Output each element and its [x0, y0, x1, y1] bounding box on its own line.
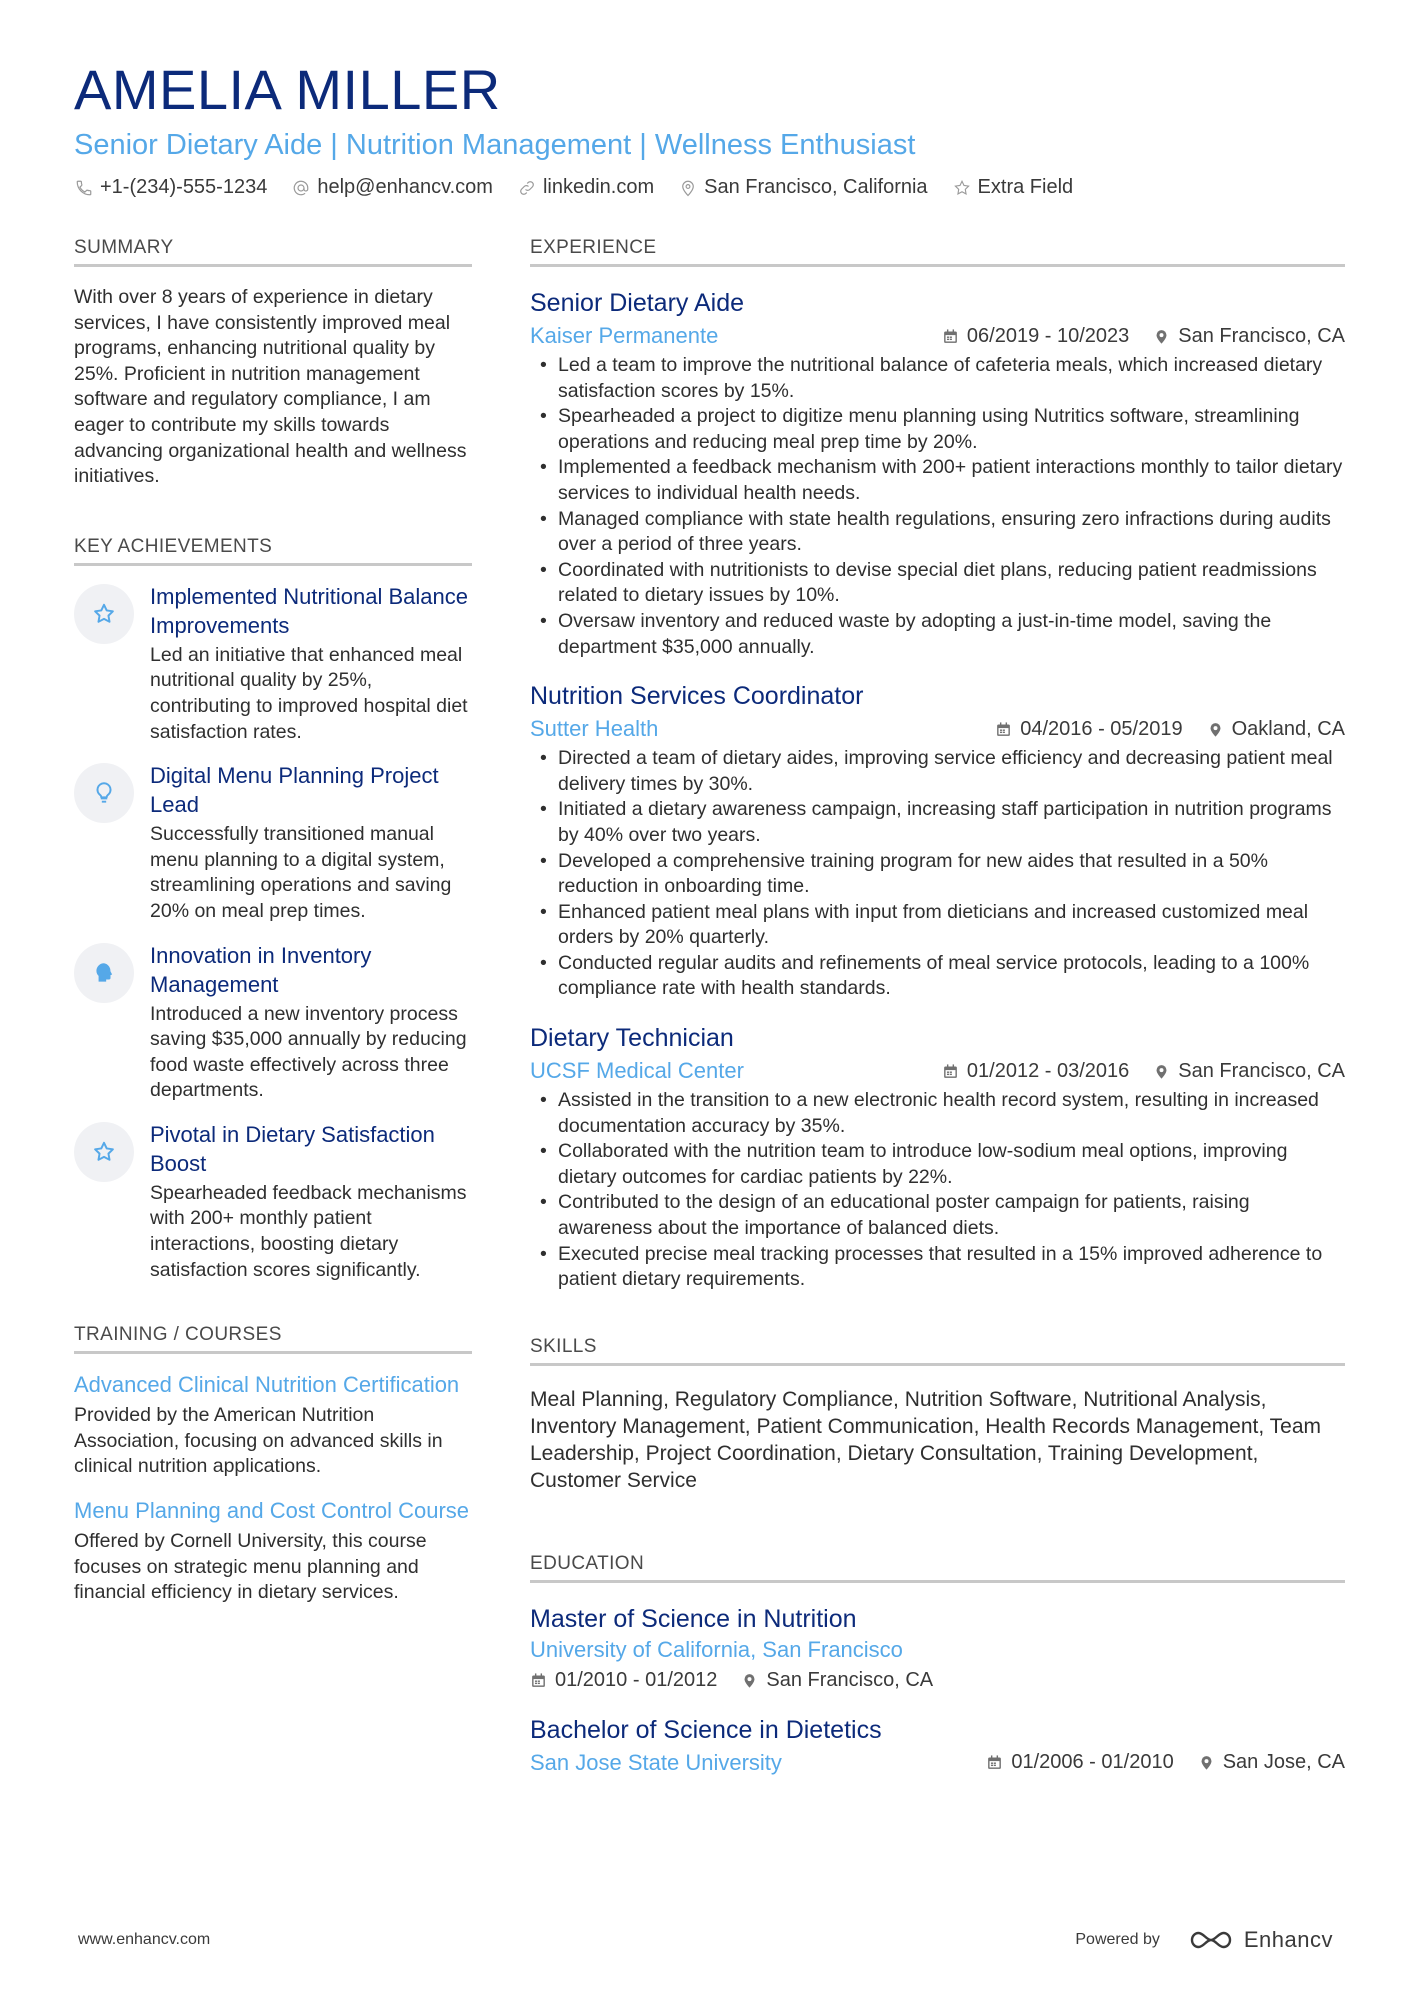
education-location — [1198, 1751, 1345, 1774]
job-title: Dietary Technician — [530, 1024, 734, 1053]
skills-section — [530, 1335, 1345, 1494]
contact-extra-text: Extra Field — [977, 176, 1074, 198]
location-pin-icon — [1207, 721, 1224, 738]
achievement-item — [74, 1120, 472, 1283]
bullet-item: • Managed compliance with state health regulations, ensuring zero infractions during audits over a period of three years. — [530, 507, 1345, 558]
education-section — [530, 1552, 1345, 1778]
job-location — [1153, 325, 1345, 348]
achievement-desc: Spearheaded feedback mechanisms with 200+ monthly patient interactions, boosting dietary satisfaction scores significantly. — [150, 1181, 467, 1281]
page-footer — [78, 1927, 1333, 1953]
job-location-text: San Francisco, CA — [1178, 1059, 1345, 1082]
bullet-item: • Executed precise meal tracking processes that resulted in a 15% improved adherence to patient dietary requirements. — [530, 1242, 1345, 1293]
right-column — [530, 236, 1345, 1778]
job-bullets — [530, 1088, 1345, 1293]
enhancv-logo-icon — [1188, 1928, 1234, 1952]
degree-title: Bachelor of Science in Dietetics — [530, 1715, 882, 1744]
bullet-item: • Implemented a feedback mechanism with 200+ patient interactions monthly to tailor dietary services to individual health needs. — [530, 455, 1345, 506]
job-location-text: San Francisco, CA — [1178, 324, 1345, 347]
bullet-item: • Initiated a dietary awareness campaign, increasing staff participation in nutrition programs by 40% over two years. — [530, 797, 1345, 848]
resume-header — [74, 60, 1344, 199]
calendar-icon — [942, 1063, 959, 1080]
course-title: Advanced Clinical Nutrition Certification — [74, 1372, 460, 1398]
skills-heading: SKILLS — [530, 1335, 1345, 1366]
company-name: Kaiser Permanente — [530, 323, 719, 348]
summary-heading: SUMMARY — [74, 236, 472, 267]
education-location-text: San Francisco, CA — [766, 1668, 934, 1691]
degree-title: Master of Science in Nutrition — [530, 1604, 857, 1633]
course-item — [74, 1496, 472, 1606]
education-heading: EDUCATION — [530, 1552, 1345, 1583]
bullet-item: • Directed a team of dietary aides, improving service efficiency and decreasing patient meal delivery times by 30%. — [530, 746, 1345, 797]
achievements-heading: KEY ACHIEVEMENTS — [74, 535, 472, 566]
brain-head-icon — [74, 943, 134, 1003]
location-pin-icon — [1198, 1754, 1215, 1771]
achievement-item — [74, 582, 472, 745]
contact-bar — [74, 176, 1344, 199]
course-title: Menu Planning and Cost Control Course — [74, 1498, 470, 1524]
school-name: University of California, San Francisco — [530, 1636, 903, 1662]
job-dates-text: 01/2012 - 03/2016 — [966, 1059, 1130, 1082]
course-desc: Offered by Cornell University, this course focuses on strategic menu planning and financial efficiency in dietary services. — [74, 1530, 427, 1604]
contact-phone-text: +1-(234)-555-1234 — [100, 176, 268, 198]
bullet-item: • Enhanced patient meal plans with input from dieticians and increased customized meal orders by 20% quarterly. — [530, 900, 1345, 951]
at-icon — [291, 178, 311, 198]
job-entry — [530, 287, 1345, 660]
location-pin-icon — [1153, 328, 1170, 345]
achievement-title: Digital Menu Planning Project Lead — [150, 763, 439, 818]
education-entry — [530, 1603, 1345, 1692]
bullet-item: • Assisted in the transition to a new electronic health record system, resulting in increased documentation accuracy by 35%. — [530, 1088, 1345, 1139]
summary-text: With over 8 years of experience in dietary services, I have consistently improved meal programs, enhancing nutritional quality by 25%. Proficient in nutrition management software and regulatory compliance, I am eager to contribute my skills towards advancing organizational health and wellness initiatives. — [74, 286, 467, 488]
star-icon — [74, 1122, 134, 1182]
link-icon — [517, 178, 537, 198]
achievements-section — [74, 535, 472, 1284]
footer-branding — [1075, 1927, 1333, 1953]
calendar-icon — [986, 1754, 1003, 1771]
education-dates-text: 01/2006 - 01/2010 — [1011, 1751, 1174, 1774]
job-meta-right — [918, 325, 1345, 348]
candidate-headline: Senior Dietary Aide | Nutrition Management | Wellness Enthusiast — [74, 129, 916, 161]
education-location-text: San Jose, CA — [1222, 1751, 1345, 1774]
achievement-title: Implemented Nutritional Balance Improvements — [150, 583, 468, 638]
footer-url-link[interactable]: www.enhancv.com — [78, 1931, 211, 1948]
education-dates — [530, 1669, 717, 1692]
contact-location-text: San Francisco, California — [704, 176, 928, 198]
bullet-item: • Conducted regular audits and refinements of meal service protocols, leading to a 100% compliance rate with health standards. — [530, 951, 1345, 1002]
school-name: San Jose State University — [530, 1749, 782, 1775]
education-meta — [530, 1748, 1345, 1778]
location-pin-icon — [1153, 1063, 1170, 1080]
enhancv-logo-text: Enhancv — [1243, 1927, 1333, 1952]
achievement-title: Innovation in Inventory Management — [150, 942, 372, 997]
job-entry — [530, 1022, 1345, 1293]
contact-email-text: help@enhancv.com — [317, 176, 493, 198]
contact-phone[interactable] — [74, 176, 267, 199]
bullet-item: • Coordinated with nutritionists to devise special diet plans, reducing patient readmissions related to dietary issues by 10%. — [530, 558, 1345, 609]
powered-by-text: Powered by — [1075, 1931, 1160, 1948]
job-title: Nutrition Services Coordinator — [530, 682, 864, 711]
phone-icon — [74, 178, 94, 198]
achievement-item — [74, 761, 472, 924]
star-outline-icon — [952, 178, 972, 198]
contact-linkedin-text: linkedin.com — [542, 176, 655, 198]
bullet-item: • Oversaw inventory and reduced waste by adopting a just-in-time model, saving the department $35,000 annually. — [530, 609, 1345, 660]
achievement-desc: Introduced a new inventory process saving $35,000 annually by reducing food waste effectively across three departments. — [150, 1002, 467, 1102]
calendar-icon — [995, 721, 1012, 738]
course-item — [74, 1370, 472, 1480]
job-meta — [530, 1056, 1345, 1086]
location-pin-icon — [741, 1672, 758, 1689]
contact-location — [678, 176, 927, 199]
job-bullets — [530, 353, 1345, 660]
education-dates — [986, 1751, 1173, 1774]
star-icon — [74, 584, 134, 644]
company-name: UCSF Medical Center — [530, 1058, 744, 1084]
job-dates — [995, 718, 1182, 741]
achievement-desc: Successfully transitioned manual menu planning to a digital system, streamlining operations and saving 20% on meal prep times. — [150, 823, 452, 922]
contact-extra — [952, 176, 1074, 199]
bullet-item: • Collaborated with the nutrition team to introduce low-sodium meal options, improving dietary outcomes for cardiac patients by 22%. — [530, 1139, 1345, 1190]
job-location-text: Oakland, CA — [1231, 717, 1345, 740]
contact-email[interactable] — [291, 176, 493, 199]
job-dates-text: 06/2019 - 10/2023 — [966, 324, 1130, 347]
location-pin-icon — [678, 178, 698, 198]
bullet-item: • Contributed to the design of an educational poster campaign for patients, raising awareness about the importance of balanced diets. — [530, 1190, 1345, 1241]
job-meta — [530, 321, 1345, 351]
contact-linkedin[interactable] — [517, 176, 654, 199]
job-meta-right — [918, 1060, 1345, 1083]
candidate-name: AMELIA MILLER — [74, 58, 501, 121]
achievement-item — [74, 941, 472, 1104]
training-heading: TRAINING / COURSES — [74, 1323, 472, 1354]
skills-text: Meal Planning, Regulatory Compliance, Nutrition Software, Nutritional Analysis, Inventory Management, Patient Communication, Health Records Management, Team Leadership, Project Coordination, Dietary Consultation, Training Development, Customer Service — [530, 1387, 1322, 1492]
calendar-icon — [942, 328, 959, 345]
experience-section — [530, 236, 1345, 1293]
course-desc: Provided by the American Nutrition Association, focusing on advanced skills in clinical nutrition applications. — [74, 1404, 443, 1478]
job-title: Senior Dietary Aide — [530, 289, 745, 317]
education-meta-right — [962, 1751, 1345, 1774]
achievement-desc: Led an initiative that enhanced meal nutritional quality by 25%, contributing to improved hospital diet satisfaction rates. — [150, 643, 468, 743]
job-dates — [942, 325, 1129, 348]
achievement-title: Pivotal in Dietary Satisfaction Boost — [150, 1121, 435, 1176]
lightbulb-icon — [74, 763, 134, 823]
training-section — [74, 1323, 472, 1606]
education-meta — [530, 1669, 1345, 1692]
company-name: Sutter Health — [530, 716, 659, 742]
bullet-item: • Led a team to improve the nutritional balance of cafeteria meals, which increased dietary satisfaction scores by 15%. — [530, 353, 1345, 404]
job-dates — [942, 1060, 1129, 1083]
enhancv-logo[interactable] — [1188, 1927, 1333, 1953]
education-entry — [530, 1714, 1345, 1778]
calendar-icon — [530, 1672, 547, 1689]
left-column — [74, 236, 472, 1606]
job-bullets — [530, 746, 1345, 1002]
bullet-item: • Developed a comprehensive training program for new aides that resulted in a 50% reduction in onboarding time. — [530, 849, 1345, 900]
education-location — [741, 1669, 933, 1692]
summary-section — [74, 236, 472, 490]
job-meta-right — [971, 718, 1345, 741]
job-location — [1153, 1060, 1345, 1083]
education-dates-text: 01/2010 - 01/2012 — [555, 1668, 718, 1691]
job-meta — [530, 714, 1345, 744]
job-dates-text: 04/2016 - 05/2019 — [1020, 717, 1183, 740]
job-entry — [530, 680, 1345, 1002]
experience-heading: EXPERIENCE — [530, 236, 1345, 267]
job-location — [1207, 718, 1345, 741]
bullet-item: • Spearheaded a project to digitize menu planning using Nutritics software, streamlining operations and reducing meal prep time by 20%. — [530, 404, 1345, 455]
